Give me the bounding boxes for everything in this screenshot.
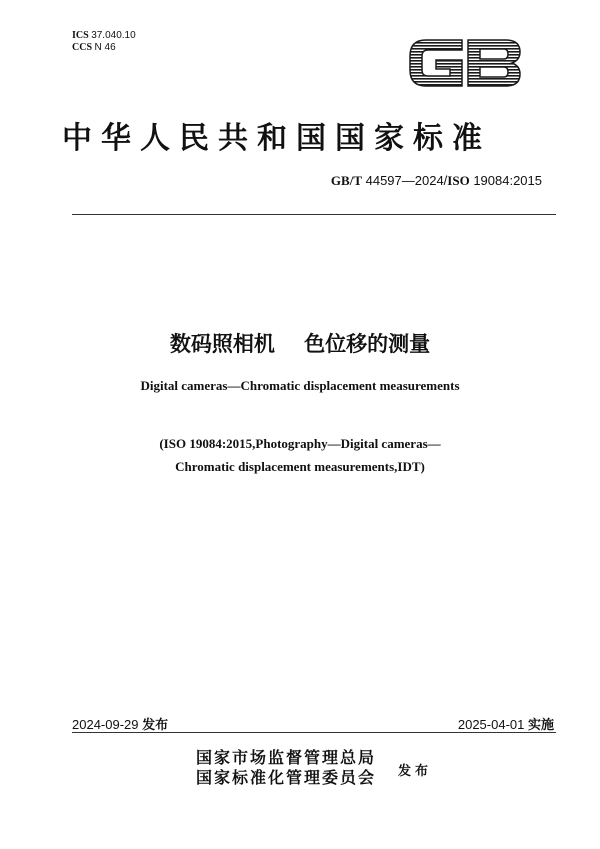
issue-label: 发布 [398, 764, 433, 779]
idt-line-1: (ISO 19084:2015,Photography—Digital cameras— [159, 436, 441, 451]
standard-number-prefix: GB/T [330, 173, 362, 188]
ics-code [72, 30, 136, 42]
gb-logo [406, 36, 524, 90]
national-standard-title: 中华人民共和国国家标准 [62, 121, 491, 156]
iso-prefix: ISO [447, 173, 470, 188]
footer-divider [72, 732, 556, 733]
idt-line-2: Chromatic displacement measurements,IDT) [175, 459, 425, 474]
gb-logo-g-shape [410, 40, 462, 86]
ccs-code [72, 42, 136, 54]
issuer-sac: 国家标准化管理委员会 [196, 768, 377, 787]
ics-value: 37.040.10 [91, 30, 136, 41]
standard-number [331, 173, 542, 189]
standard-number-value: 44597—2024/ [362, 173, 448, 188]
document-title-en: Digital cameras—Chromatic displacement measurements [140, 378, 460, 393]
publish-date-value: 2024-09-29 [72, 717, 139, 732]
ccs-label: CCS [72, 42, 93, 53]
ics-label: ICS [72, 30, 89, 41]
iso-number: 19084:2015 [469, 173, 542, 188]
document-title-cn: 数码照相机 色位移的测量 [169, 332, 431, 356]
implement-date-value: 2025-04-01 [457, 717, 525, 732]
gb-logo-b-shape [468, 40, 520, 86]
issuer-samr: 国家市场监督管理总局 [196, 748, 377, 767]
implement-date [458, 714, 554, 733]
issuing-authorities [196, 748, 376, 788]
publish-date-label: 发布 [142, 718, 169, 733]
idt-reference [0, 432, 600, 478]
header-divider [72, 214, 556, 215]
classification-codes [72, 30, 136, 54]
ccs-value: N 46 [94, 42, 116, 53]
publish-date [72, 714, 168, 733]
implement-date-label: 实施 [527, 718, 554, 733]
